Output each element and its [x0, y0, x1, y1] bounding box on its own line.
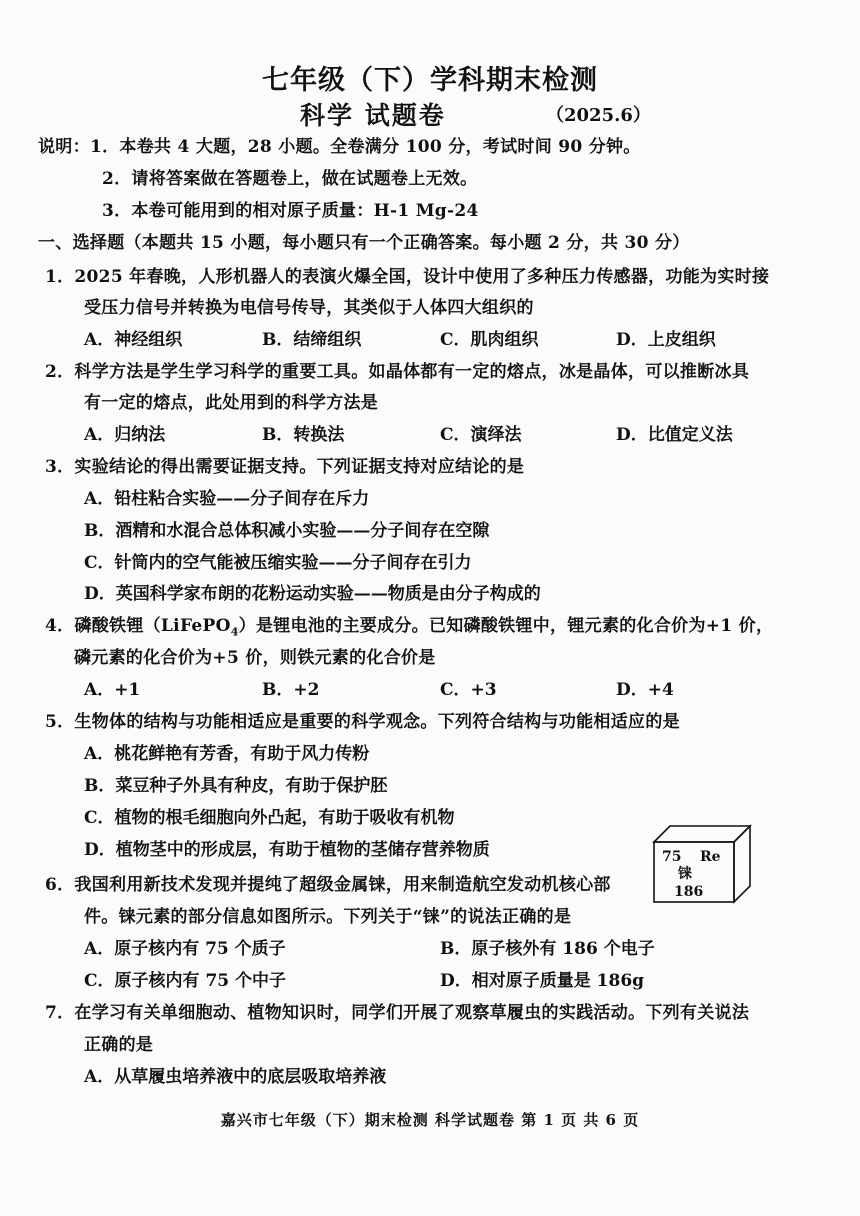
q4-option-b: B．+2 [262, 680, 320, 700]
q5-option-c: C．植物的根毛细胞向外凸起，有助于吸收有机物 [84, 808, 455, 828]
q4-option-a: A．+1 [84, 680, 141, 700]
q2-option-c: C．演绎法 [440, 425, 522, 445]
q3-option-b: B．酒精和水混合总体积减小实验——分子间存在空隙 [84, 521, 490, 541]
q6-stem-line2: 件。铼元素的部分信息如图所示。下列关于“铼”的说法正确的是 [84, 907, 572, 927]
q1-stem-line2: 受压力信号并转换为电信号传导，其类似于人体四大组织的 [84, 298, 534, 318]
element-card-rhenium [650, 820, 754, 904]
q6-stem-line1: 6．我国利用新技术发现并提纯了超级金属铼，用来制造航空发动机核心部 [45, 875, 611, 895]
element-atomic-mass: 186 [674, 884, 704, 900]
exam-title: 七年级（下）学科期末检测 [262, 65, 598, 96]
q1-option-b: B．结缔组织 [262, 330, 362, 350]
q7-stem-line2: 正确的是 [84, 1035, 154, 1055]
q2-stem-line1: 2．科学方法是学生学习科学的重要工具。如晶体都有一定的熔点，冰是晶体，可以推断冰具 [45, 362, 750, 382]
q6-option-c: C．原子核内有 75 个中子 [84, 971, 287, 991]
q7-stem-line1: 7．在学习有关单细胞动、植物知识时，同学们开展了观察草履虫的实践活动。下列有关说法 [45, 1003, 750, 1023]
q3-option-c: C．针筒内的空气能被压缩实验——分子间存在引力 [84, 553, 472, 573]
q5-option-a: A．桃花鲜艳有芳香，有助于风力传粉 [84, 744, 370, 764]
element-atomic-number: 75 [662, 849, 682, 865]
q6-option-d: D．相对原子质量是 186g [440, 971, 645, 991]
page-footer: 嘉兴市七年级（下）期末检测 科学试题卷 第 1 页 共 6 页 [220, 1111, 640, 1129]
q3-option-a: A．铅柱粘合实验——分子间存在斥力 [84, 489, 370, 509]
q6-option-b: B．原子核外有 186 个电子 [440, 939, 655, 959]
q2-stem-line2: 有一定的熔点，此处用到的科学方法是 [84, 393, 379, 413]
notes-label: 说明： [38, 137, 90, 157]
note-item-2: 2．请将答案做在答题卷上，做在试题卷上无效。 [102, 169, 478, 189]
q1-option-d: D．上皮组织 [616, 330, 716, 350]
note-item-1: 1．本卷共 4 大题，28 小题。全卷满分 100 分，考试时间 90 分钟。 [90, 137, 641, 157]
q2-option-b: B．转换法 [262, 425, 345, 445]
q5-stem-line1: 5．生物体的结构与功能相适应是重要的科学观念。下列符合结构与功能相适应的是 [45, 712, 680, 732]
q7-option-a: A．从草履虫培养液中的底层吸取培养液 [84, 1067, 387, 1087]
q2-option-a: A．归纳法 [84, 425, 166, 445]
cube-side-face [734, 826, 750, 902]
exam-subtitle: 科学 试题卷 [300, 101, 446, 130]
element-name: 铼 [678, 866, 692, 882]
element-symbol: Re [700, 849, 721, 865]
q2-option-d: D．比值定义法 [616, 425, 733, 445]
q4-option-c: C．+3 [440, 680, 497, 700]
section-heading: 一、选择题（本题共 15 小题，每小题只有一个正确答案。每小题 2 分，共 30 分） [38, 233, 690, 253]
q3-option-d: D．英国科学家布朗的花粉运动实验——物质是由分子构成的 [84, 584, 541, 604]
exam-date: （2025.6） [546, 105, 651, 126]
q1-option-c: C．肌肉组织 [440, 330, 539, 350]
q4-stem-line1: 4．磷酸铁锂（LiFePO$_4$）是锂电池的主要成分。已知磷酸铁锂中，锂元素的化合价为+1 价， [45, 616, 774, 639]
note-item-3: 3．本卷可能用到的相对原子质量：H-1 Mg-24 [102, 201, 479, 221]
q1-stem-line1: 1．2025 年春晚，人形机器人的表演火爆全国，设计中使用了多种压力传感器，功能为实时接 [45, 267, 770, 287]
q6-option-a: A．原子核内有 75 个质子 [84, 939, 286, 959]
q3-stem-line1: 3．实验结论的得出需要证据支持。下列证据支持对应结论的是 [45, 457, 525, 477]
q4-stem-line2: 磷元素的化合价为+5 价，则铁元素的化合价是 [74, 648, 436, 668]
q1-option-a: A．神经组织 [84, 330, 183, 350]
q4-option-d: D．+4 [616, 680, 674, 700]
q5-option-d: D．植物茎中的形成层，有助于植物的茎储存营养物质 [84, 840, 490, 860]
q5-option-b: B．菜豆种子外具有种皮，有助于保护胚 [84, 776, 388, 796]
